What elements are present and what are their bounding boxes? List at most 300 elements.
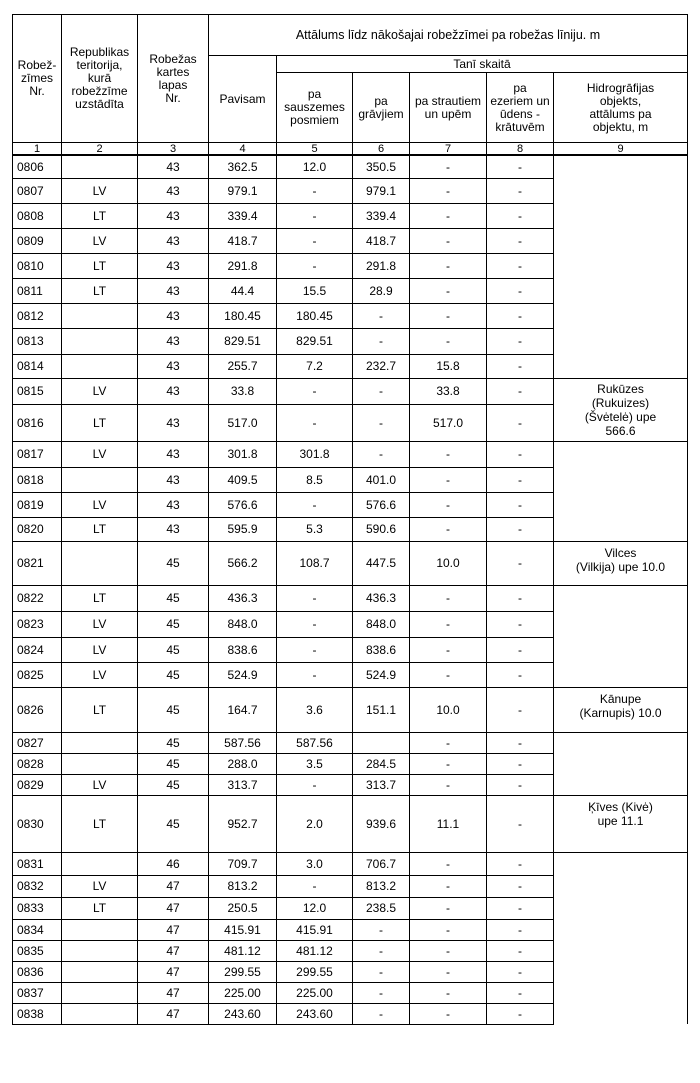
marker-nr-cell: 0824 (13, 637, 62, 662)
land-cell: 2.0 (277, 795, 353, 852)
territory-cell: LT (62, 795, 138, 852)
map-sheet-cell: 45 (138, 541, 209, 585)
ditch-cell: 284.5 (353, 753, 410, 774)
total-cell: 848.0 (209, 611, 277, 637)
map-sheet-cell: 47 (138, 919, 209, 940)
table-row (13, 541, 688, 585)
stream-cell: - (410, 278, 487, 303)
lake-cell: - (487, 1003, 554, 1024)
total-cell: 576.6 (209, 492, 277, 517)
lake-cell: - (487, 155, 554, 178)
total-cell: 595.9 (209, 517, 277, 541)
lake-cell: - (487, 441, 554, 467)
marker-nr-cell: 0811 (13, 278, 62, 303)
stream-cell: - (410, 940, 487, 961)
land-cell: 299.55 (277, 961, 353, 982)
stream-cell: 517.0 (410, 404, 487, 441)
ditch-cell: - (353, 328, 410, 354)
marker-nr-cell: 0816 (13, 404, 62, 441)
column-number-row (13, 143, 688, 156)
land-cell: 829.51 (277, 328, 353, 354)
stream-cell: - (410, 1003, 487, 1024)
lake-cell: - (487, 228, 554, 253)
territory-cell (62, 732, 138, 753)
ditch-cell: - (353, 961, 410, 982)
marker-nr-cell: 0834 (13, 919, 62, 940)
total-cell: 517.0 (209, 404, 277, 441)
marker-nr-cell: 0837 (13, 982, 62, 1003)
map-sheet-cell: 43 (138, 328, 209, 354)
lake-cell: - (487, 940, 554, 961)
stream-cell: - (410, 774, 487, 795)
stream-cell: - (410, 178, 487, 203)
map-sheet-cell: 47 (138, 875, 209, 897)
total-cell: 301.8 (209, 441, 277, 467)
lake-cell: - (487, 278, 554, 303)
lake-cell: - (487, 378, 554, 404)
lake-cell: - (487, 753, 554, 774)
land-cell: - (277, 203, 353, 228)
land-cell: 301.8 (277, 441, 353, 467)
stream-cell: 33.8 (410, 378, 487, 404)
header-map-sheet: Robežas kartes lapas Nr. (138, 15, 209, 143)
lake-cell: - (487, 303, 554, 328)
stream-cell: - (410, 155, 487, 178)
map-sheet-cell: 46 (138, 852, 209, 875)
ditch-cell: 813.2 (353, 875, 410, 897)
map-sheet-cell: 47 (138, 940, 209, 961)
map-sheet-cell: 43 (138, 467, 209, 492)
land-cell: - (277, 228, 353, 253)
map-sheet-cell: 45 (138, 585, 209, 611)
territory-cell: LV (62, 637, 138, 662)
total-cell: 291.8 (209, 253, 277, 278)
map-sheet-cell: 43 (138, 178, 209, 203)
lake-cell: - (487, 961, 554, 982)
marker-nr-cell: 0806 (13, 155, 62, 178)
stream-cell: - (410, 585, 487, 611)
stream-cell: - (410, 982, 487, 1003)
ditch-cell: 939.6 (353, 795, 410, 852)
map-sheet-cell: 43 (138, 441, 209, 467)
lake-cell: - (487, 774, 554, 795)
map-sheet-cell: 45 (138, 774, 209, 795)
marker-nr-cell: 0813 (13, 328, 62, 354)
map-sheet-cell: 43 (138, 354, 209, 378)
land-cell: 108.7 (277, 541, 353, 585)
total-cell: 299.55 (209, 961, 277, 982)
total-cell: 250.5 (209, 897, 277, 919)
total-cell: 415.91 (209, 919, 277, 940)
total-cell: 566.2 (209, 541, 277, 585)
land-cell: 225.00 (277, 982, 353, 1003)
territory-cell: LT (62, 203, 138, 228)
table-row (13, 585, 688, 611)
land-cell: 8.5 (277, 467, 353, 492)
map-sheet-cell: 43 (138, 203, 209, 228)
land-cell: - (277, 662, 353, 687)
map-sheet-cell: 43 (138, 228, 209, 253)
table-row (13, 687, 688, 732)
land-cell: 180.45 (277, 303, 353, 328)
stream-cell: - (410, 961, 487, 982)
lake-cell: - (487, 982, 554, 1003)
table-row (13, 155, 688, 178)
marker-nr-cell: 0833 (13, 897, 62, 919)
territory-cell (62, 982, 138, 1003)
territory-cell: LV (62, 441, 138, 467)
territory-cell (62, 753, 138, 774)
ditch-cell: 232.7 (353, 354, 410, 378)
territory-cell (62, 852, 138, 875)
lake-cell: - (487, 875, 554, 897)
land-cell: - (277, 404, 353, 441)
map-sheet-cell: 43 (138, 492, 209, 517)
stream-cell: - (410, 852, 487, 875)
lake-cell: - (487, 541, 554, 585)
ditch-cell: - (353, 940, 410, 961)
header-marker-nr: Robež- zīmes Nr. (13, 15, 62, 143)
territory-cell: LV (62, 378, 138, 404)
header-of-which: Tanī skaitā (277, 56, 688, 73)
land-cell: - (277, 378, 353, 404)
stream-cell: - (410, 875, 487, 897)
hydro-object-cell: Rukūzes (Rukuizes) (Švėtelė) upe 566.6 (554, 378, 688, 441)
lake-cell: - (487, 203, 554, 228)
lake-cell: - (487, 852, 554, 875)
header-distance-title: Attālums līdz nākošajai robežzīmei pa robežas līniju. m (209, 15, 688, 56)
map-sheet-cell: 45 (138, 753, 209, 774)
stream-cell: - (410, 753, 487, 774)
territory-cell: LV (62, 492, 138, 517)
total-cell: 243.60 (209, 1003, 277, 1024)
stream-cell: - (410, 303, 487, 328)
map-sheet-cell: 45 (138, 611, 209, 637)
lake-cell: - (487, 404, 554, 441)
map-sheet-cell: 47 (138, 897, 209, 919)
map-sheet-cell: 45 (138, 732, 209, 753)
territory-cell: LV (62, 774, 138, 795)
total-cell: 952.7 (209, 795, 277, 852)
total-cell: 164.7 (209, 687, 277, 732)
table-body (13, 155, 688, 1024)
territory-cell: LV (62, 875, 138, 897)
stream-cell: - (410, 441, 487, 467)
ditch-cell: 576.6 (353, 492, 410, 517)
ditch-cell: 313.7 (353, 774, 410, 795)
hydro-object-cell: Kānupe (Karnupis) 10.0 (554, 687, 688, 732)
territory-cell (62, 467, 138, 492)
border-marker-table-page (12, 14, 688, 1025)
stream-cell: - (410, 203, 487, 228)
marker-nr-cell: 0822 (13, 585, 62, 611)
total-cell: 339.4 (209, 203, 277, 228)
lake-cell: - (487, 637, 554, 662)
ditch-cell: 838.6 (353, 637, 410, 662)
total-cell: 436.3 (209, 585, 277, 611)
territory-cell (62, 155, 138, 178)
stream-cell: - (410, 467, 487, 492)
territory-cell: LT (62, 585, 138, 611)
marker-nr-cell: 0817 (13, 441, 62, 467)
territory-cell: LT (62, 517, 138, 541)
stream-cell: - (410, 492, 487, 517)
stream-cell: 15.8 (410, 354, 487, 378)
map-sheet-cell: 45 (138, 795, 209, 852)
total-cell: 180.45 (209, 303, 277, 328)
lake-cell: - (487, 662, 554, 687)
map-sheet-cell: 45 (138, 687, 209, 732)
land-cell: 12.0 (277, 155, 353, 178)
territory-cell: LV (62, 178, 138, 203)
land-cell: 5.3 (277, 517, 353, 541)
ditch-cell: 447.5 (353, 541, 410, 585)
map-sheet-cell: 43 (138, 303, 209, 328)
column-number: 8 (487, 143, 554, 156)
territory-cell (62, 328, 138, 354)
ditch-cell: 418.7 (353, 228, 410, 253)
total-cell: 838.6 (209, 637, 277, 662)
ditch-cell (353, 732, 410, 753)
ditch-cell: - (353, 378, 410, 404)
ditch-cell: - (353, 1003, 410, 1024)
header-ditch: pa grāvjiem (353, 73, 410, 143)
land-cell: 415.91 (277, 919, 353, 940)
lake-cell: - (487, 354, 554, 378)
hydro-empty-cell (554, 585, 688, 687)
land-cell: 3.6 (277, 687, 353, 732)
marker-nr-cell: 0828 (13, 753, 62, 774)
stream-cell: 10.0 (410, 541, 487, 585)
land-cell: 15.5 (277, 278, 353, 303)
header-lake: pa ezeriem un ūdens - krātuvēm (487, 73, 554, 143)
marker-nr-cell: 0812 (13, 303, 62, 328)
marker-nr-cell: 0818 (13, 467, 62, 492)
marker-nr-cell: 0829 (13, 774, 62, 795)
total-cell: 44.4 (209, 278, 277, 303)
lake-cell: - (487, 585, 554, 611)
marker-nr-cell: 0809 (13, 228, 62, 253)
territory-cell: LT (62, 253, 138, 278)
land-cell: 481.12 (277, 940, 353, 961)
map-sheet-cell: 43 (138, 155, 209, 178)
table-row (13, 732, 688, 753)
land-cell: 12.0 (277, 897, 353, 919)
territory-cell (62, 940, 138, 961)
ditch-cell: 350.5 (353, 155, 410, 178)
lake-cell: - (487, 467, 554, 492)
marker-nr-cell: 0823 (13, 611, 62, 637)
total-cell: 255.7 (209, 354, 277, 378)
marker-nr-cell: 0820 (13, 517, 62, 541)
ditch-cell: 979.1 (353, 178, 410, 203)
lake-cell: - (487, 178, 554, 203)
stream-cell: - (410, 732, 487, 753)
stream-cell: 11.1 (410, 795, 487, 852)
stream-cell: - (410, 919, 487, 940)
territory-cell: LV (62, 611, 138, 637)
territory-cell (62, 303, 138, 328)
header-total: Pavisam (209, 56, 277, 143)
lake-cell: - (487, 795, 554, 852)
ditch-cell: 524.9 (353, 662, 410, 687)
total-cell: 418.7 (209, 228, 277, 253)
ditch-cell: 848.0 (353, 611, 410, 637)
land-cell: 3.5 (277, 753, 353, 774)
lake-cell: - (487, 492, 554, 517)
hydro-empty-cell (554, 441, 688, 541)
marker-nr-cell: 0808 (13, 203, 62, 228)
territory-cell: LV (62, 662, 138, 687)
stream-cell: - (410, 662, 487, 687)
ditch-cell: 151.1 (353, 687, 410, 732)
territory-cell: LT (62, 897, 138, 919)
map-sheet-cell: 47 (138, 961, 209, 982)
column-number: 3 (138, 143, 209, 156)
column-number: 2 (62, 143, 138, 156)
territory-cell (62, 354, 138, 378)
land-cell: - (277, 637, 353, 662)
marker-nr-cell: 0810 (13, 253, 62, 278)
land-cell: - (277, 875, 353, 897)
column-number: 7 (410, 143, 487, 156)
column-number: 1 (13, 143, 62, 156)
header-hydro: Hidrogrāfijas objekts, attālums pa objektu, m (554, 73, 688, 143)
column-number: 9 (554, 143, 688, 156)
land-cell: 7.2 (277, 354, 353, 378)
ditch-cell: 401.0 (353, 467, 410, 492)
ditch-cell: - (353, 404, 410, 441)
ditch-cell: - (353, 919, 410, 940)
lake-cell: - (487, 611, 554, 637)
stream-cell: - (410, 228, 487, 253)
marker-nr-cell: 0827 (13, 732, 62, 753)
marker-nr-cell: 0836 (13, 961, 62, 982)
marker-nr-cell: 0838 (13, 1003, 62, 1024)
total-cell: 225.00 (209, 982, 277, 1003)
total-cell: 481.12 (209, 940, 277, 961)
total-cell: 979.1 (209, 178, 277, 203)
marker-nr-cell: 0826 (13, 687, 62, 732)
territory-cell (62, 961, 138, 982)
total-cell: 33.8 (209, 378, 277, 404)
header-territory: Republikas teritorija, kurā robežzīme uzstādīta (62, 15, 138, 143)
map-sheet-cell: 47 (138, 1003, 209, 1024)
marker-nr-cell: 0832 (13, 875, 62, 897)
land-cell: - (277, 492, 353, 517)
column-number: 4 (209, 143, 277, 156)
total-cell: 288.0 (209, 753, 277, 774)
land-cell: - (277, 611, 353, 637)
total-cell: 409.5 (209, 467, 277, 492)
hydro-object-cell: Ķīves (Kivė) upe 11.1 (554, 795, 688, 852)
marker-nr-cell: 0831 (13, 852, 62, 875)
hydro-empty-cell (554, 852, 688, 1024)
stream-cell: - (410, 328, 487, 354)
ditch-cell: - (353, 982, 410, 1003)
territory-cell: LT (62, 404, 138, 441)
hydro-object-cell: Vilces (Vilkija) upe 10.0 (554, 541, 688, 585)
hydro-empty-cell (554, 155, 688, 378)
total-cell: 587.56 (209, 732, 277, 753)
ditch-cell: - (353, 441, 410, 467)
stream-cell: 10.0 (410, 687, 487, 732)
map-sheet-cell: 45 (138, 637, 209, 662)
total-cell: 829.51 (209, 328, 277, 354)
ditch-cell: 590.6 (353, 517, 410, 541)
table-row (13, 441, 688, 467)
stream-cell: - (410, 611, 487, 637)
ditch-cell: - (353, 303, 410, 328)
land-cell: 587.56 (277, 732, 353, 753)
lake-cell: - (487, 253, 554, 278)
marker-nr-cell: 0807 (13, 178, 62, 203)
table-row (13, 378, 688, 404)
hydro-empty-cell (554, 732, 688, 795)
marker-nr-cell: 0825 (13, 662, 62, 687)
lake-cell: - (487, 328, 554, 354)
ditch-cell: 339.4 (353, 203, 410, 228)
marker-nr-cell: 0835 (13, 940, 62, 961)
header-land: pa sauszemes posmiem (277, 73, 353, 143)
map-sheet-cell: 43 (138, 404, 209, 441)
total-cell: 709.7 (209, 852, 277, 875)
lake-cell: - (487, 687, 554, 732)
land-cell: - (277, 178, 353, 203)
marker-nr-cell: 0815 (13, 378, 62, 404)
lake-cell: - (487, 732, 554, 753)
marker-nr-cell: 0830 (13, 795, 62, 852)
ditch-cell: 291.8 (353, 253, 410, 278)
stream-cell: - (410, 517, 487, 541)
table-row (13, 852, 688, 875)
lake-cell: - (487, 897, 554, 919)
territory-cell: LT (62, 687, 138, 732)
ditch-cell: 238.5 (353, 897, 410, 919)
land-cell: 243.60 (277, 1003, 353, 1024)
header-stream: pa strautiem un upēm (410, 73, 487, 143)
total-cell: 362.5 (209, 155, 277, 178)
lake-cell: - (487, 517, 554, 541)
total-cell: 313.7 (209, 774, 277, 795)
column-number: 6 (353, 143, 410, 156)
land-cell: - (277, 774, 353, 795)
stream-cell: - (410, 253, 487, 278)
total-cell: 813.2 (209, 875, 277, 897)
marker-nr-cell: 0814 (13, 354, 62, 378)
ditch-cell: 28.9 (353, 278, 410, 303)
map-sheet-cell: 43 (138, 378, 209, 404)
map-sheet-cell: 43 (138, 253, 209, 278)
marker-nr-cell: 0821 (13, 541, 62, 585)
land-cell: 3.0 (277, 852, 353, 875)
lake-cell: - (487, 919, 554, 940)
land-cell: - (277, 253, 353, 278)
total-cell: 524.9 (209, 662, 277, 687)
table-row (13, 795, 688, 852)
marker-nr-cell: 0819 (13, 492, 62, 517)
ditch-cell: 706.7 (353, 852, 410, 875)
border-distance-table (12, 14, 688, 1025)
map-sheet-cell: 45 (138, 662, 209, 687)
map-sheet-cell: 43 (138, 517, 209, 541)
ditch-cell: 436.3 (353, 585, 410, 611)
stream-cell: - (410, 637, 487, 662)
territory-cell (62, 1003, 138, 1024)
territory-cell (62, 919, 138, 940)
stream-cell: - (410, 897, 487, 919)
territory-cell: LV (62, 228, 138, 253)
